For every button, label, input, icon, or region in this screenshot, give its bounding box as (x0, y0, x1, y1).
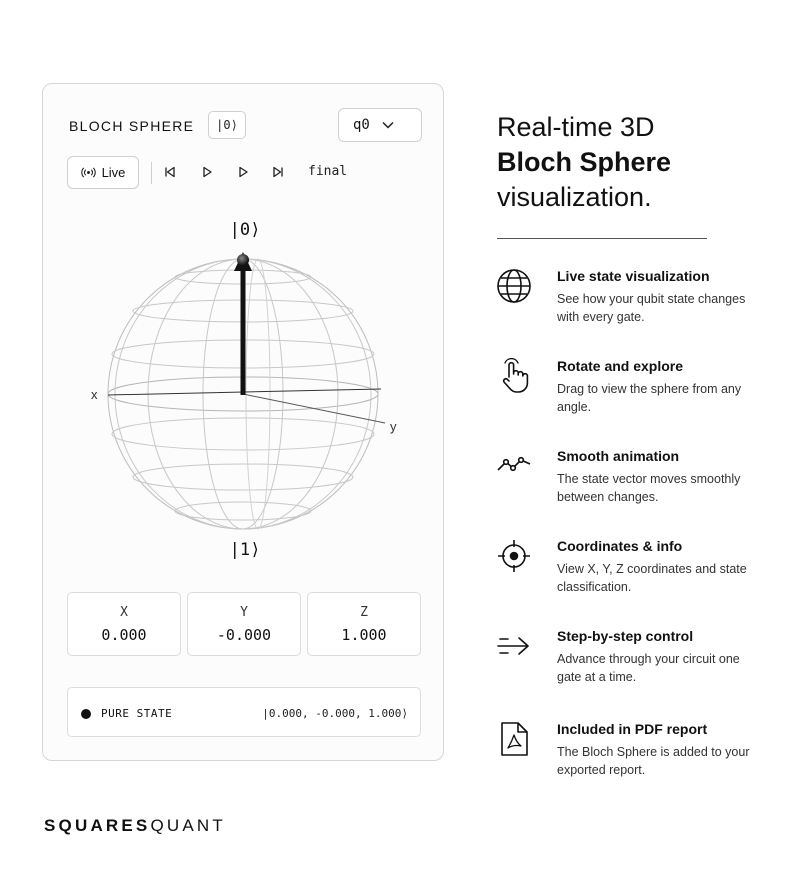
coord-x-label: X (120, 605, 128, 620)
qubit-select[interactable] (338, 108, 422, 142)
coord-y-value: -0.000 (216, 626, 272, 644)
chevron-down-icon (382, 121, 394, 129)
feature-desc: See how your qubit state changes with every gate. (557, 292, 746, 324)
feature-title: Included in PDF report (557, 721, 708, 737)
y-axis-label: y (390, 419, 397, 434)
skip-forward-icon (272, 166, 284, 178)
brand-part2: QUANT (150, 816, 226, 835)
broadcast-icon (81, 167, 96, 178)
crosshair-icon (496, 538, 532, 574)
skip-back-button[interactable] (162, 164, 178, 180)
state-vector-readout: |0.000, -0.000, 1.000⟩ (262, 707, 408, 720)
headline-line3: visualization. (497, 182, 652, 212)
live-button[interactable] (67, 156, 139, 189)
qubit-select-value: q0 (353, 117, 370, 133)
skip-forward-button[interactable] (270, 164, 286, 180)
coord-x-box (67, 592, 181, 656)
ket-one-label: |1⟩ (229, 540, 261, 560)
feature-desc: View X, Y, Z coordinates and state classification. (557, 562, 747, 594)
state-vector-arrow (234, 252, 252, 395)
headline (497, 110, 671, 215)
headline-line1: Real-time 3D (497, 112, 655, 142)
coord-y-box (187, 592, 301, 656)
headline-line2: Bloch Sphere (497, 147, 672, 177)
live-label: Live (101, 165, 126, 180)
feature-desc: The Bloch Sphere is added to your exported report. (557, 745, 750, 777)
coord-z-box (307, 592, 421, 656)
globe-icon (496, 268, 532, 304)
feature-title: Coordinates & info (557, 538, 683, 554)
bloch-sphere-canvas[interactable] (83, 209, 413, 569)
toolbar-divider (151, 162, 152, 184)
feature-title: Smooth animation (557, 448, 680, 464)
step-forward-button[interactable] (235, 164, 251, 180)
skip-back-icon (164, 166, 176, 178)
step-arrow-icon (496, 628, 532, 664)
line-graph-icon (496, 448, 532, 484)
bloch-sphere-panel (42, 83, 444, 761)
headline-rule (497, 238, 707, 239)
coord-z-label: Z (360, 605, 368, 620)
brand-logo (44, 816, 226, 836)
hand-pointer-icon (496, 358, 532, 394)
coord-z-value: 1.000 (341, 626, 387, 644)
feature-title: Rotate and explore (557, 358, 684, 374)
ket-badge: |0⟩ (208, 111, 246, 139)
pdf-file-icon (496, 721, 532, 757)
feature-title: Step-by-step control (557, 628, 694, 644)
feature-desc: The state vector moves smoothly between changes. (557, 472, 741, 504)
play-icon (201, 166, 213, 178)
brand-part1: SQUARES (44, 816, 151, 835)
step-forward-icon (237, 166, 249, 178)
coord-x-value: 0.000 (101, 626, 147, 644)
panel-title: BLOCH SPHERE (69, 118, 195, 134)
state-indicator-dot (81, 709, 91, 719)
feature-title: Live state visualization (557, 268, 710, 284)
ket-zero-label: |0⟩ (229, 220, 261, 240)
feature-desc: Drag to view the sphere from any angle. (557, 382, 742, 414)
coord-y-label: Y (240, 605, 248, 620)
state-label: PURE STATE (101, 707, 173, 720)
x-axis-label: x (91, 387, 98, 402)
step-label: final (308, 164, 348, 179)
play-button[interactable] (199, 164, 215, 180)
state-bar (67, 687, 421, 737)
feature-desc: Advance through your circuit one gate at a time. (557, 652, 740, 684)
